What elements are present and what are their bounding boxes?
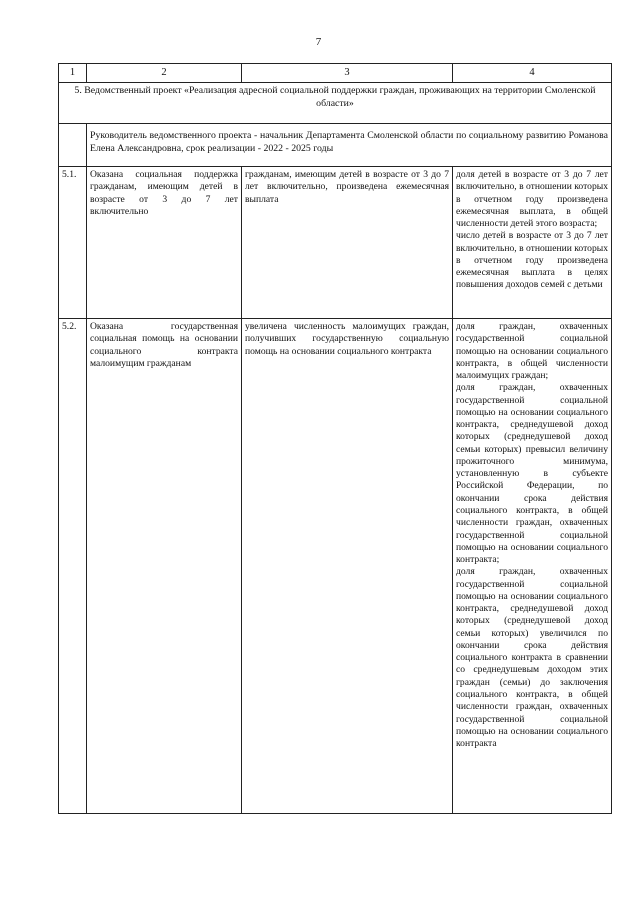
table-row: [59, 167, 612, 319]
indicators-cell: [453, 319, 612, 814]
indicator-item: число детей в возрасте от 3 до 7 лет включительно, в отношении которых в отчетном году произведена ежемесячная выплата в целях повышения доходов семей с детьми: [456, 230, 608, 291]
measures-table: [58, 63, 612, 814]
header-col-4: 4: [453, 64, 612, 83]
header-col-3: 3: [242, 64, 453, 83]
indicator-item: доля граждан, охваченных государственной социальной помощью на основании социального контракта, среднедушевой доход которых (среднедушевой доход семьи которых) увеличился по окончании срока действия социального контракта в сравнении со среднедушевым доходом этих граждан (семьи) до заключения социального контракта, в общей численности граждан, охваченных государственной социальной помощью на основании социального контракта: [456, 566, 608, 750]
header-col-2: 2: [87, 64, 242, 83]
project-lead-row: [59, 124, 612, 167]
header-row: [59, 64, 612, 83]
row-number: 5.1.: [59, 167, 87, 319]
effect-cell: гражданам, имеющим детей в возрасте от 3 до 7 лет включительно, произведена ежемесячная выплата: [242, 167, 453, 319]
task-cell: Оказана государственная социальная помощь на основании социального контракта малоимущим гражданам: [87, 319, 242, 814]
indicator-item: доля граждан, охваченных государственной социальной помощью на основании социального контракта, среднедушевой доход которых (среднедушевой доход семьи которых) превысил величину прожиточного минимума, установленную в субъекте Российской Федерации, по окончании срока действия социального контракта, в общей численности граждан, охваченных государственной социальной помощью на основании социального контракта;: [456, 382, 608, 566]
effect-cell: увеличена численность малоимущих граждан, получивших государственную социальную помощь на основании социального контракта: [242, 319, 453, 814]
indicators-cell: [453, 167, 612, 319]
task-cell: Оказана социальная поддержка гражданам, имеющим детей в возрасте от 3 до 7 лет включительно: [87, 167, 242, 319]
page-number: 7: [315, 36, 322, 48]
indicator-item: доля детей в возрасте от 3 до 7 лет включительно, в отношении которых в отчетном году произведена ежемесячная выплата, в общей численности детей этого возраста;: [456, 169, 608, 230]
section-row: [59, 83, 612, 124]
header-col-1: 1: [59, 64, 87, 83]
indicator-item: доля граждан, охваченных государственной социальной помощью на основании социального контракта, в общей численности малоимущих граждан;: [456, 321, 608, 382]
project-lead: Руководитель ведомственного проекта - начальник Департамента Смоленской области по социальному развитию Романова Елена Александровна, срок реализации - 2022 - 2025 годы: [87, 124, 612, 167]
row-number: 5.2.: [59, 319, 87, 814]
table-row: [59, 319, 612, 814]
empty-cell: [59, 124, 87, 167]
section-title: 5. Ведомственный проект «Реализация адресной социальной поддержки граждан, проживающих на территории Смоленской области»: [59, 83, 612, 124]
